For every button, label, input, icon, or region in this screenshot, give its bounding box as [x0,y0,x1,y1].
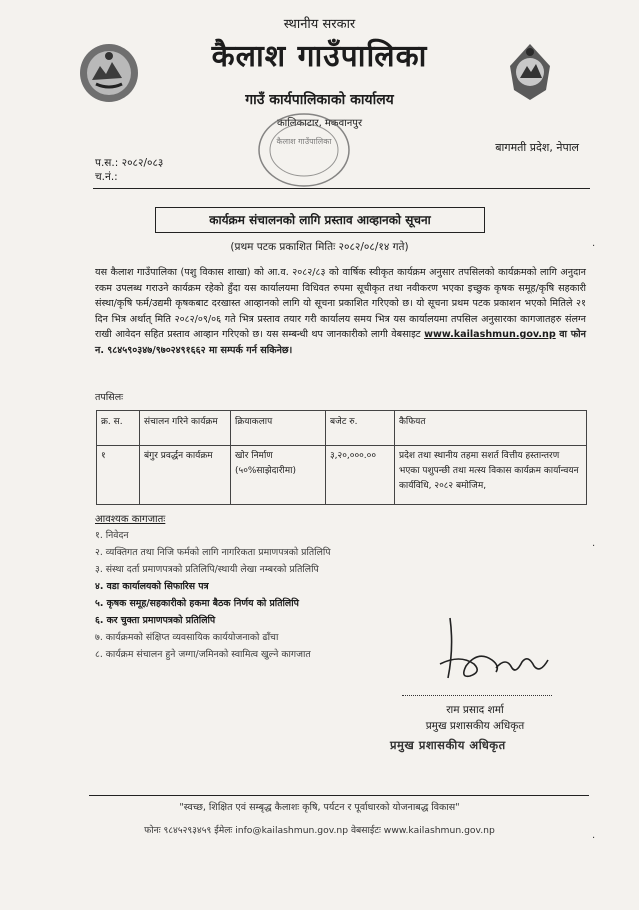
letter-no: २०८२/०८३ [121,157,164,169]
signatory-stamp: प्रमुख प्रशासकीय अधिकृत [390,738,506,752]
list-item: ८. कार्यक्रम संचालन हुने जग्गा/जमिनको स्वामित्व खुल्ने कागजात [95,649,311,660]
footer-contact: फोनः ९८४५२९३४५९ ईमेलः info@kailashmun.gov.np वेबसाईटः www.kailashmun.gov.np [144,825,495,836]
letter-no-label: प.स.: [95,157,119,169]
signatory-name: राम प्रसाद शर्मा [446,704,504,716]
cell-budget: ३,२०,०००.०० [326,446,395,505]
stamp-text: कैलाश गाउँपालिका [276,137,332,146]
program-table [96,410,587,505]
scan-mark-icon: · [592,241,596,252]
notice-title: कार्यक्रम संचालनको लागि प्रस्ताव आव्हानको सूचना [155,207,485,233]
documents-title: आवश्यक कागजातः [95,514,166,525]
province-label: बागमती प्रदेश, नेपाल [495,141,579,154]
website-link[interactable]: www.kailashmun.gov.np [424,329,556,340]
table-label: तपसिलः [95,392,124,403]
government-label: स्थानीय सरकार [283,17,356,32]
signature-line [402,695,552,696]
dispatch-no-label: च.नं.: [95,171,118,183]
list-item: १. निवेदन [95,530,129,541]
notice-phone: वा फोन न. ९८४५९०३४७/९७०२४९१६६२ मा सम्पर्क गर्न सकिनेछ। [95,329,586,356]
first-published-date: (प्रथम पटक प्रकाशित मितिः २०८२/०८/१४ गते) [230,241,409,253]
scan-mark-icon: · [592,541,596,552]
cell-sn: १ [97,446,140,505]
col-program: संचालन गरिने कार्यक्रम [140,411,231,446]
table-row [97,446,587,505]
cell-remarks: प्रदेश तथा स्थानीय तहमा सशर्त वित्तीय हस्तान्तरण भएका पशुपन्छी तथा मत्स्य विकास कार्यक्रम कार्यान्वयन कार्यविधि, २०८२ बमोजिम, [395,446,587,505]
list-item: ५. कृषक समूह/सहकारीको हकमा बैठक निर्णय को प्रतिलिपि [95,598,299,609]
municipality-name: कैलाश गाउँपालिका [211,39,428,74]
col-remarks: कैफियत [395,411,587,446]
col-sn: क्र. स. [97,411,140,446]
signatory [400,702,550,734]
footer-divider [89,795,589,796]
letter-reference [95,156,163,184]
col-activity: क्रियाकलाप [231,411,326,446]
notice-body [95,265,586,358]
office-stamp-icon [254,110,354,190]
documents-list [95,527,331,663]
office-address: कालिकाटार, मकवानपुर [276,118,363,129]
list-item: ७. कार्यक्रमको संक्षिप्त व्यवसायिक कार्ययोजनाको ढाँचा [95,632,279,643]
header-divider [93,188,590,189]
list-item: ४. वडा कार्यालयको सिफारिस पत्र [95,581,209,592]
col-budget: बजेट रु. [326,411,395,446]
signature-icon [430,608,580,688]
list-item: ३. संस्था दर्ता प्रमाणपत्रको प्रतिलिपि/स्थायी लेखा नम्बरको प्रतिलिपि [95,564,319,575]
table-header-row [97,411,587,446]
footer-slogan: "स्वच्छ, शिक्षित एवं सम्बृद्ध कैलाशः कृषि, पर्यटन र पूर्वाधारको योजनाबद्ध विकास" [179,802,460,813]
office-name: गाउँ कार्यपालिकाको कार्यालय [245,92,394,108]
cell-activity: खोर निर्माण (५०%साझेदारीमा) [231,446,326,505]
signatory-title: प्रमुख प्रशासकीय अधिकृत [425,720,525,732]
list-item: २. व्यक्तिगत तथा निजि फर्मको लागि नागरिकता प्रमाणपत्रको प्रतिलिपि [95,547,331,558]
list-item: ६. कर चुक्ता प्रमाणपत्रको प्रतिलिपि [95,615,216,626]
notice-paragraph: यस कैलाश गाउँपालिका (पशु विकास शाखा) को आ.व. २०८२/८३ को वार्षिक स्वीकृत कार्यक्रम अनुसार तपसिलको कार्यक्रमको लागि अनुदान रकम उपलब्ध गराउने कार्यक्रम रहेको हुँदा यस कार्यालयमा विधिवत रुपमा सूचीकृत तथा नवीकरण भएका इच्छुक कृषक समूह/कृषि सहकारी संस्था/कृषि फर्म/उद्यमी कृषकबाट दरखास्त आव्हानको लागि यो सूचना प्रकाशित गरिएको छ। यो सूचना प्रथम पटक प्रकाशन भएको मितिले २१ दिन भित्र अर्थात् मिति २०८२/०९/०६ गते भित्र प्रस्ताव तयार गरी कार्यालय समय भित्र यस कार्यालयमा तपसिल अनुसारका कागजातहरु संलग्न राखी आवेदन सहित प्रस्ताव आव्हान गरिएको छ। यस सम्बन्धी थप जानकारीको लागी वेबसाइट [95,267,586,340]
scan-mark-icon: · [592,833,596,844]
cell-program: बंगुर प्रवर्द्धन कार्यक्रम [140,446,231,505]
